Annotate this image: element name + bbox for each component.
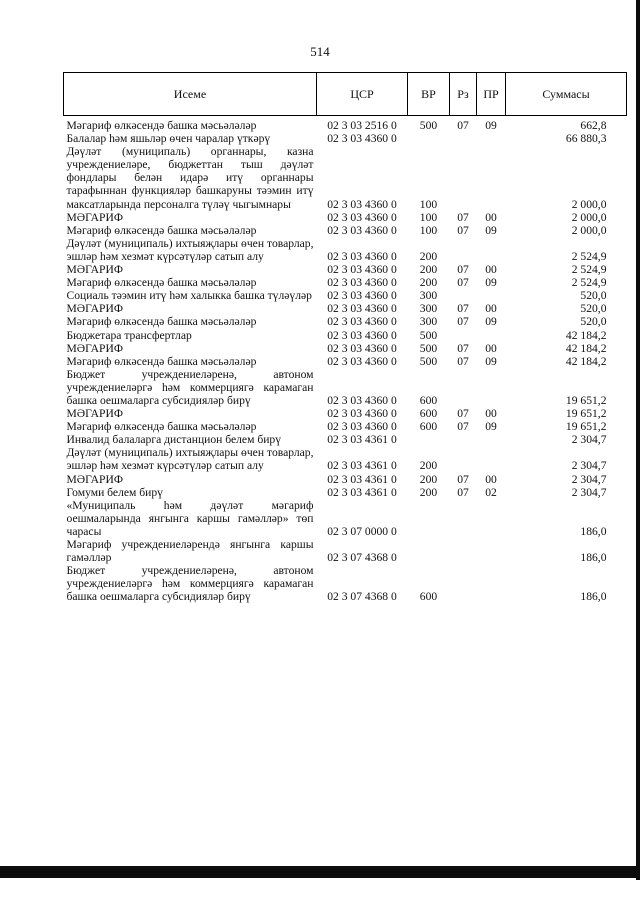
table-row bbox=[64, 446, 627, 472]
table-row bbox=[64, 289, 627, 302]
cell-csr: 02 3 03 4360 0 bbox=[327, 354, 397, 368]
cell-pr bbox=[477, 289, 506, 302]
header-sum: Суммасы bbox=[506, 73, 627, 116]
cell-sum: 2 304,7 bbox=[571, 485, 607, 499]
cell-name: Гомуми белем бирү bbox=[66, 485, 163, 499]
cell-sum: 2 000,0 bbox=[571, 197, 607, 211]
header-vr: ВР bbox=[408, 73, 450, 116]
cell-sum: 2 524,9 bbox=[571, 249, 607, 263]
cell-sum: 2 304,7 bbox=[571, 459, 607, 473]
header-rz: Рз bbox=[450, 73, 477, 116]
cell-name: «Муниципаль һәм дәүләт мәгариф оешмаларында янгынга каршы гамәлләр» төп чарасы bbox=[66, 498, 314, 538]
cell-csr: 02 3 03 4360 0 bbox=[327, 210, 397, 224]
cell-name: Мәгариф учреждениеләрендә янгынга каршы гамәлләр bbox=[66, 538, 314, 565]
cell-sum: 66 880,3 bbox=[565, 132, 607, 146]
cell-name: Мәгариф өлкәсендә башка мәсьәләләр bbox=[66, 119, 257, 132]
cell-vr: 500 bbox=[419, 341, 438, 355]
cell-rz bbox=[450, 564, 477, 603]
table-row bbox=[64, 368, 627, 407]
cell-name: Бюджет учреждениеләренә, автоном учреждениеләргә һәм коммерциягә карамаган башка оешмаларга субсидияләр бирү bbox=[66, 367, 314, 407]
cell-sum: 2 304,7 bbox=[571, 433, 607, 447]
cell-csr: 02 3 07 4368 0 bbox=[327, 590, 397, 604]
table-header-row bbox=[64, 73, 627, 116]
table-row bbox=[64, 486, 627, 499]
cell-vr bbox=[408, 433, 450, 446]
table-row bbox=[64, 302, 627, 315]
cell-rz bbox=[450, 132, 477, 145]
cell-sum: 186,0 bbox=[580, 590, 607, 604]
cell-rz: 07 bbox=[457, 485, 469, 499]
cell-vr bbox=[408, 499, 450, 538]
cell-vr: 500 bbox=[419, 119, 438, 132]
cell-pr: 00 bbox=[485, 302, 497, 316]
cell-vr: 200 bbox=[419, 276, 438, 290]
cell-csr: 02 3 03 4360 0 bbox=[327, 315, 397, 329]
cell-vr: 100 bbox=[419, 197, 438, 211]
cell-csr: 02 3 03 4360 0 bbox=[327, 289, 397, 303]
cell-csr: 02 3 07 4368 0 bbox=[327, 551, 397, 565]
cell-rz: 07 bbox=[457, 210, 469, 224]
cell-rz: 07 bbox=[457, 119, 469, 132]
cell-csr: 02 3 03 4360 0 bbox=[327, 302, 397, 316]
cell-csr: 02 3 03 4360 0 bbox=[327, 393, 397, 407]
cell-csr: 02 3 03 4361 0 bbox=[327, 433, 397, 447]
cell-csr: 02 3 03 4361 0 bbox=[327, 485, 397, 499]
cell-rz: 07 bbox=[457, 315, 469, 329]
cell-name: Мәгариф өлкәсендә башка мәсьәләләр bbox=[66, 223, 257, 237]
cell-sum: 662,8 bbox=[580, 119, 607, 132]
cell-rz: 07 bbox=[457, 223, 469, 237]
cell-pr: 09 bbox=[485, 119, 497, 132]
cell-name: МӘГАРИФ bbox=[66, 210, 123, 224]
scan-edge bbox=[636, 0, 640, 880]
cell-rz: 07 bbox=[457, 354, 469, 368]
cell-pr: 00 bbox=[485, 407, 497, 421]
cell-pr bbox=[477, 538, 506, 564]
cell-name: Дәүләт (муниципаль) органнары, казна учреждениеләре, бюджеттан тыш дәүләт фондлары белән идарә итү органнары тарафыннан функцияләр башкаруны тәэмин итү максатларында персоналга түләү чыгымнары bbox=[66, 145, 314, 211]
cell-name: Мәгариф өлкәсендә башка мәсьәләләр bbox=[66, 276, 257, 290]
table-row bbox=[64, 329, 627, 342]
cell-csr: 02 3 03 4360 0 bbox=[327, 276, 397, 290]
table-row bbox=[64, 315, 627, 328]
cell-pr: 00 bbox=[485, 341, 497, 355]
cell-pr: 09 bbox=[485, 354, 497, 368]
cell-pr bbox=[477, 145, 506, 210]
cell-vr: 200 bbox=[419, 485, 438, 499]
cell-rz: 07 bbox=[457, 472, 469, 486]
cell-sum: 42 184,2 bbox=[565, 328, 607, 342]
table-row bbox=[64, 263, 627, 276]
cell-sum: 2 000,0 bbox=[571, 223, 607, 237]
cell-rz bbox=[450, 329, 477, 342]
cell-name: Бюджетара трансфертлар bbox=[66, 328, 192, 342]
cell-sum: 186,0 bbox=[580, 524, 607, 538]
cell-pr: 00 bbox=[485, 210, 497, 224]
cell-name: МӘГАРИФ bbox=[66, 263, 123, 277]
cell-csr: 02 3 03 4360 0 bbox=[327, 263, 397, 277]
table-row bbox=[64, 538, 627, 564]
cell-name: МӘГАРИФ bbox=[66, 472, 123, 486]
cell-pr bbox=[477, 368, 506, 407]
cell-vr: 300 bbox=[419, 302, 438, 316]
cell-name: МӘГАРИФ bbox=[66, 302, 123, 316]
cell-csr: 02 3 03 4361 0 bbox=[327, 472, 397, 486]
cell-rz bbox=[450, 446, 477, 472]
cell-vr: 600 bbox=[419, 590, 438, 604]
cell-sum: 520,0 bbox=[580, 289, 607, 303]
cell-vr: 600 bbox=[419, 407, 438, 421]
cell-name: Дәүләт (муниципаль) ихтыяҗлары өчен товарлар, эшләр һәм хезмәт күрсәтүләр сатып алу bbox=[66, 446, 314, 473]
cell-sum: 2 524,9 bbox=[571, 276, 607, 290]
cell-rz bbox=[450, 538, 477, 564]
table-row bbox=[64, 473, 627, 486]
table-row bbox=[64, 433, 627, 446]
cell-csr: 02 3 03 2516 0 bbox=[327, 119, 397, 132]
cell-rz: 07 bbox=[457, 276, 469, 290]
cell-csr: 02 3 03 4360 0 bbox=[327, 223, 397, 237]
cell-rz bbox=[450, 237, 477, 263]
cell-csr: 02 3 03 4360 0 bbox=[327, 249, 397, 263]
cell-pr: 09 bbox=[485, 420, 497, 434]
cell-pr: 09 bbox=[485, 276, 497, 290]
cell-rz bbox=[450, 145, 477, 210]
cell-csr: 02 3 03 4361 0 bbox=[327, 459, 397, 473]
cell-name: Инвалид балаларга дистанцион белем бирү bbox=[66, 433, 282, 447]
table-row bbox=[64, 420, 627, 433]
cell-sum: 19 651,2 bbox=[565, 420, 607, 434]
cell-vr: 100 bbox=[419, 223, 438, 237]
header-pr: ПР bbox=[477, 73, 506, 116]
cell-name: Мәгариф өлкәсендә башка мәсьәләләр bbox=[66, 420, 257, 434]
cell-name: Бюджет учреждениеләренә, автоном учреждениеләргә һәм коммерциягә карамаган башка оешмаларга субсидияләр бирү bbox=[66, 564, 314, 604]
table-body bbox=[64, 116, 627, 604]
cell-csr: 02 3 07 0000 0 bbox=[327, 524, 397, 538]
cell-vr: 200 bbox=[419, 459, 438, 473]
cell-pr bbox=[477, 564, 506, 603]
table-row bbox=[64, 116, 627, 133]
cell-sum: 19 651,2 bbox=[565, 407, 607, 421]
cell-vr: 300 bbox=[419, 289, 438, 303]
cell-pr bbox=[477, 446, 506, 472]
header-csr: ЦСР bbox=[317, 73, 408, 116]
cell-csr: 02 3 03 4360 0 bbox=[327, 407, 397, 421]
cell-vr: 500 bbox=[419, 354, 438, 368]
scan-bottom-bar bbox=[0, 866, 640, 878]
cell-sum: 2 524,9 bbox=[571, 263, 607, 277]
cell-sum: 19 651,2 bbox=[565, 393, 607, 407]
cell-rz: 07 bbox=[457, 341, 469, 355]
cell-sum: 42 184,2 bbox=[565, 341, 607, 355]
cell-vr: 600 bbox=[419, 420, 438, 434]
cell-pr bbox=[477, 132, 506, 145]
table-row bbox=[64, 237, 627, 263]
cell-vr: 300 bbox=[419, 315, 438, 329]
cell-pr bbox=[477, 499, 506, 538]
table-row bbox=[64, 407, 627, 420]
cell-pr bbox=[477, 433, 506, 446]
cell-rz: 07 bbox=[457, 420, 469, 434]
cell-csr: 02 3 03 4360 0 bbox=[327, 132, 397, 146]
cell-vr bbox=[408, 132, 450, 145]
cell-sum: 520,0 bbox=[580, 302, 607, 316]
cell-vr bbox=[408, 538, 450, 564]
cell-name: МӘГАРИФ bbox=[66, 407, 123, 421]
cell-vr: 200 bbox=[419, 472, 438, 486]
cell-name: МӘГАРИФ bbox=[66, 341, 123, 355]
cell-sum: 2 304,7 bbox=[571, 472, 607, 486]
table-row bbox=[64, 211, 627, 224]
cell-pr: 09 bbox=[485, 223, 497, 237]
cell-csr: 02 3 03 4360 0 bbox=[327, 341, 397, 355]
table-row bbox=[64, 276, 627, 289]
cell-pr: 00 bbox=[485, 263, 497, 277]
cell-rz bbox=[450, 289, 477, 302]
table-row bbox=[64, 355, 627, 368]
table-row bbox=[64, 564, 627, 603]
cell-rz: 07 bbox=[457, 302, 469, 316]
cell-pr: 02 bbox=[485, 485, 497, 499]
cell-name: Социаль тәэмин итү һәм халыкка башка түләүләр bbox=[66, 289, 312, 303]
cell-pr bbox=[477, 329, 506, 342]
cell-sum: 186,0 bbox=[580, 551, 607, 565]
cell-name: Мәгариф өлкәсендә башка мәсьәләләр bbox=[66, 354, 257, 368]
table-row bbox=[64, 342, 627, 355]
cell-vr: 200 bbox=[419, 263, 438, 277]
table-row bbox=[64, 145, 627, 210]
cell-csr: 02 3 03 4360 0 bbox=[327, 420, 397, 434]
cell-vr: 100 bbox=[419, 210, 438, 224]
cell-name: Дәүләт (муниципаль) ихтыяҗлары өчен товарлар, эшләр һәм хезмәт күрсәтүләр сатып алу bbox=[66, 236, 314, 263]
table-row bbox=[64, 132, 627, 145]
cell-rz bbox=[450, 499, 477, 538]
cell-rz bbox=[450, 368, 477, 407]
header-name: Исеме bbox=[64, 73, 317, 116]
cell-vr: 200 bbox=[419, 249, 438, 263]
cell-rz: 07 bbox=[457, 407, 469, 421]
page-number: 514 bbox=[310, 44, 330, 59]
cell-sum: 2 000,0 bbox=[571, 210, 607, 224]
cell-pr: 09 bbox=[485, 315, 497, 329]
table-row bbox=[64, 224, 627, 237]
table-row bbox=[64, 499, 627, 538]
cell-pr bbox=[477, 237, 506, 263]
cell-name: Балалар һәм яшьләр өчен чаралар үткәрү bbox=[66, 132, 271, 146]
cell-csr: 02 3 03 4360 0 bbox=[327, 328, 397, 342]
budget-table bbox=[63, 72, 627, 603]
cell-rz bbox=[450, 433, 477, 446]
cell-csr: 02 3 03 4360 0 bbox=[327, 197, 397, 211]
cell-vr: 500 bbox=[419, 328, 438, 342]
cell-rz: 07 bbox=[457, 263, 469, 277]
cell-sum: 520,0 bbox=[580, 315, 607, 329]
cell-sum: 42 184,2 bbox=[565, 354, 607, 368]
cell-vr: 600 bbox=[419, 393, 438, 407]
cell-name: Мәгариф өлкәсендә башка мәсьәләләр bbox=[66, 315, 257, 329]
cell-pr: 00 bbox=[485, 472, 497, 486]
